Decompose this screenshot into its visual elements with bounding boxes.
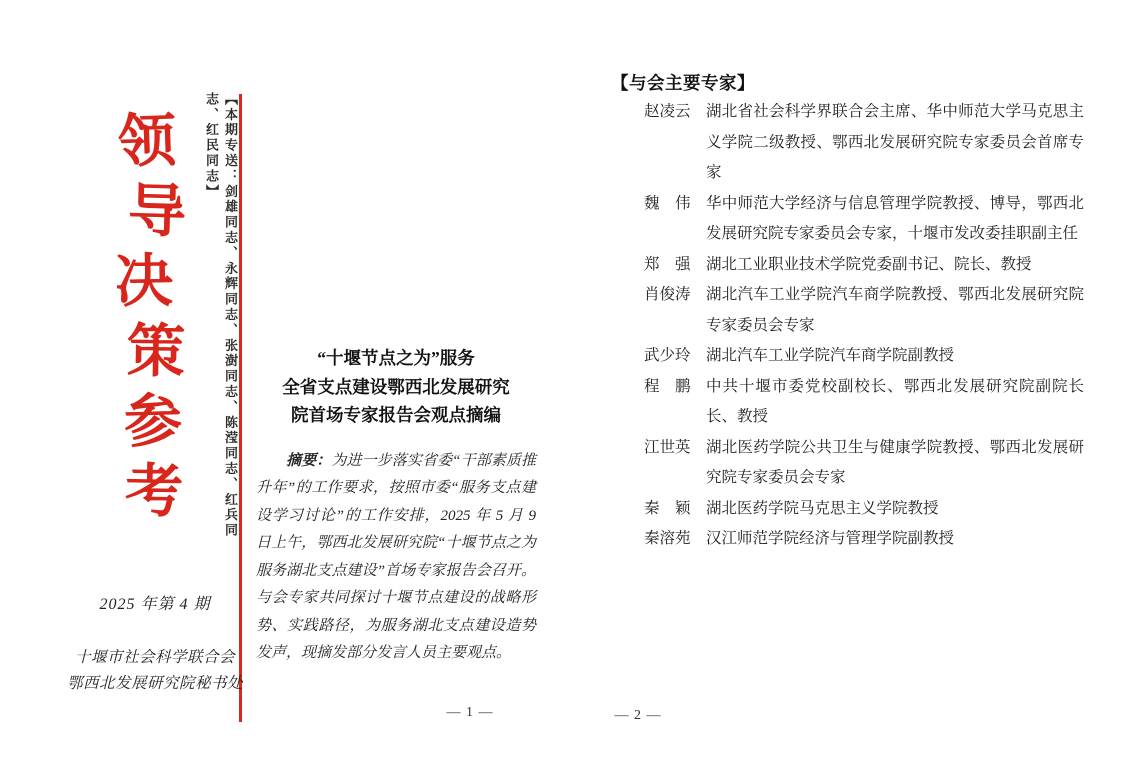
- masthead-char: 决: [114, 246, 174, 316]
- article-title: [256, 344, 536, 430]
- masthead-char: 考: [124, 456, 184, 526]
- distribution-note: 【本期专送：剑雄同志、永辉同志、张澍同志、陈滢同志、红兵同志、红民同志】: [204, 92, 238, 539]
- expert-title: 湖北汽车工业学院汽车商学院教授、鄂西北发展研究院专家委员会专家: [706, 286, 1084, 334]
- expert-row: [644, 341, 1084, 372]
- article-abstract: [256, 448, 536, 668]
- article-title-line: 院首场专家报告会观点摘编: [291, 405, 501, 425]
- expert-row: [644, 372, 1084, 433]
- abstract-text: 为进一步落实省委“干部素质推升年”的工作要求，按照市委“服务支点建设学习讨论”的工作安排，2025 年 5 月 9 日上午，鄂西北发展研究院“十堰节点之为 服务湖北支点建设”首场专家报告会召开。与会专家共同探讨十堰节点建设的战略形势、实践路径，为服务湖北支点建设造势发声，现摘发部分发言人员主要观点。: [256, 452, 536, 661]
- expert-name: 郑 强: [644, 255, 691, 273]
- expert-title: 湖北省社会科学界联合会主席、华中师范大学马克思主义学院二级教授、鄂西北发展研究院专家委员会首席专家: [706, 103, 1084, 181]
- section-header-experts: 【与会主要专家】: [611, 73, 755, 93]
- publisher-line-1: 十堰市社会科学联合会: [74, 649, 235, 666]
- page-number-2: — 2 —: [614, 708, 662, 723]
- publisher-block: [66, 645, 244, 697]
- expert-row: [644, 524, 1084, 555]
- expert-title: 中共十堰市委党校副校长、鄂西北发展研究院副院长长、教授: [706, 377, 1084, 425]
- masthead-char: 策: [126, 316, 186, 386]
- expert-title: 湖北工业职业技术学院党委副书记、院长、教授: [706, 255, 1032, 273]
- abstract-label: 摘要：: [286, 452, 332, 469]
- expert-row: [644, 189, 1084, 250]
- masthead-char: 领: [116, 106, 178, 176]
- expert-row: [644, 433, 1084, 494]
- expert-name: 秦溶苑: [644, 530, 691, 547]
- issue-number: 2025 年第 4 期: [99, 596, 211, 613]
- article-title-line: “十堰节点之为”服务: [317, 348, 475, 368]
- expert-title: 汉江师范学院经济与管理学院副教授: [706, 530, 955, 547]
- expert-name: 武少玲: [644, 347, 691, 364]
- publisher-line-2: 鄂西北发展研究院秘书处: [66, 675, 243, 692]
- expert-title: 湖北医药学院公共卫生与健康学院教授、鄂西北发展研究院专家委员会专家: [706, 438, 1084, 486]
- masthead-title: [96, 106, 206, 526]
- article-column: [256, 344, 536, 668]
- expert-name: 赵凌云: [644, 103, 691, 120]
- masthead-char: 参: [123, 386, 183, 456]
- masthead-char: 导: [127, 176, 187, 246]
- expert-title: 湖北医药学院马克思主义学院教授: [706, 499, 939, 517]
- expert-name: 魏 伟: [644, 194, 691, 212]
- expert-row: [644, 250, 1084, 281]
- expert-name: 肖俊涛: [644, 286, 691, 303]
- expert-name: 江世英: [644, 438, 691, 456]
- expert-row: [644, 494, 1084, 525]
- expert-title: 湖北汽车工业学院汽车商学院副教授: [706, 347, 955, 364]
- expert-row: [644, 97, 1084, 189]
- expert-list: [644, 97, 1084, 555]
- expert-title: 华中师范大学经济与信息管理学院教授、博导，鄂西北发展研究院专家委员会专家，十堰市发改委挂职副主任: [706, 194, 1084, 242]
- article-title-line: 全省支点建设鄂西北发展研究: [282, 376, 510, 397]
- expert-name: 程 鹏: [644, 377, 691, 395]
- expert-row: [644, 280, 1084, 341]
- page-number-1: — 1 —: [446, 705, 494, 720]
- expert-name: 秦 颖: [644, 499, 691, 517]
- vertical-divider-rule: [239, 94, 242, 722]
